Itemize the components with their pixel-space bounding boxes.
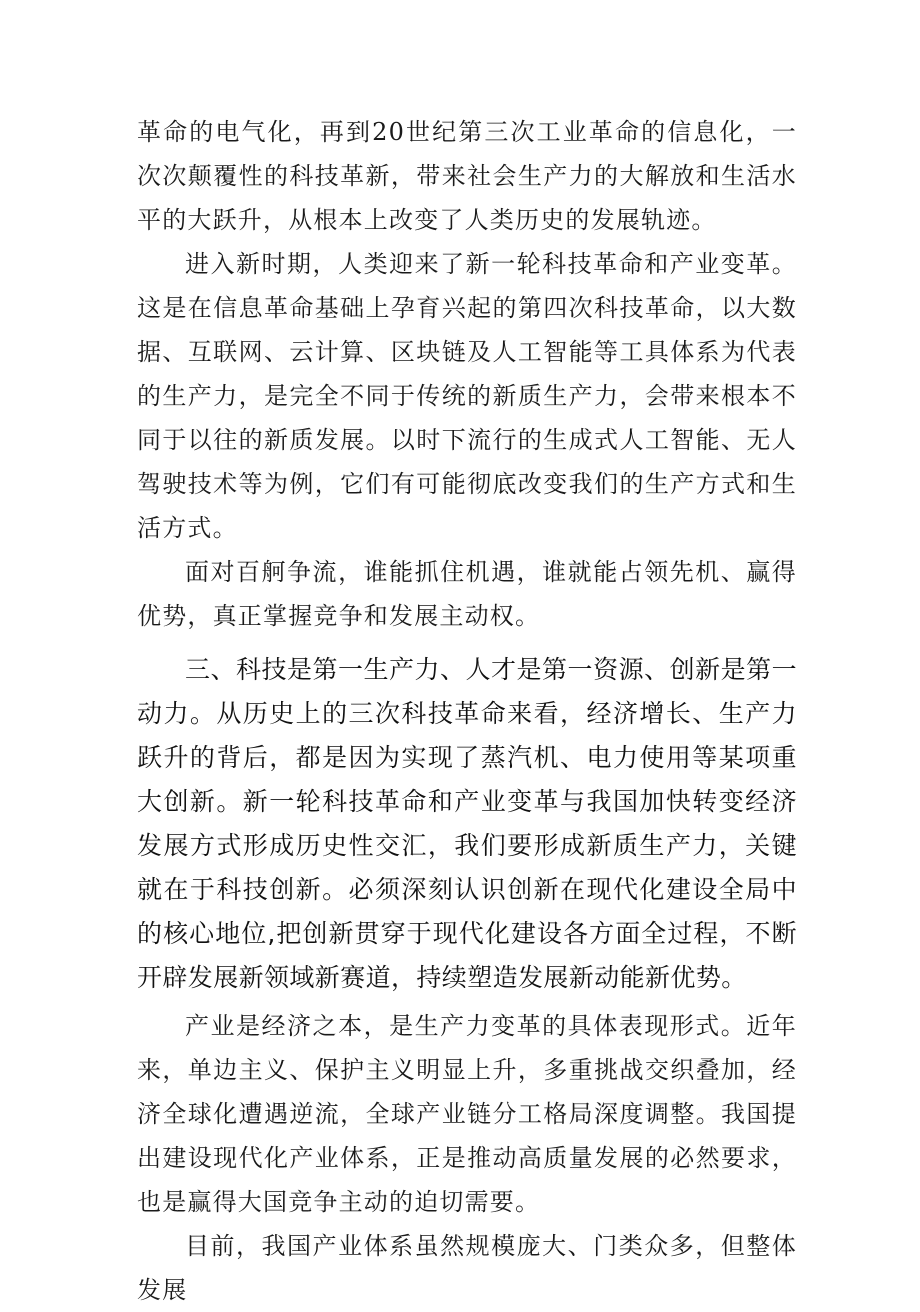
- paragraph-continued: 革命的电气化，再到20世纪第三次工业革命的信息化，一次次颠覆性的科技革新，带来社会生产力的大解放和生活水平的大跃升，从根本上改变了人类历史的发展轨迹。: [137, 118, 797, 234]
- document-body: [137, 110, 797, 1312]
- paragraph-industry: 产业是经济之本，是生产力变革的具体表现形式。近年来，单边主义、保护主义明显上升，多重挑战交织叠加，经济全球化遭遇逆流，全球产业链分工格局深度调整。我国提出建设现代化产业体系，正是推动高质量发展的必然要求，也是赢得大国竞争主动的迫切需要。: [137, 1012, 797, 1216]
- paragraph-current-status: 目前，我国产业体系虽然规模庞大、门类众多，但整体发展: [137, 1232, 797, 1304]
- section-three-paragraph: 三、科技是第一生产力、人才是第一资源、创新是第一动力。从历史上的三次科技革命来看，经济增长、生产力跃升的背后，都是因为实现了蒸汽机、电力使用等某项重大创新。新一轮科技革命和产业变革与我国加快转变经济发展方式形成历史性交汇，我们要形成新质生产力，关键就在于科技创新。必须深刻认识创新在现代化建设全局中的核心地位,把创新贯穿于现代化建设各方面全过程，不断开辟发展新领域新赛道，持续塑造发展新动能新优势。: [137, 655, 797, 992]
- paragraph-opportunity: 面对百舸争流，谁能抓住机遇，谁就能占领先机、赢得优势，真正掌握竞争和发展主动权。: [137, 558, 797, 630]
- paragraph-new-era: 进入新时期，人类迎来了新一轮科技革命和产业变革。这是在信息革命基础上孕育兴起的第四次科技革命，以大数据、互联网、云计算、区块链及人工智能等工具体系为代表的生产力，是完全不同于传统的新质生产力，会带来根本不同于以往的新质发展。以时下流行的生成式人工智能、无人驾驶技术等为例，它们有可能彻底改变我们的生产方式和生活方式。: [137, 250, 797, 542]
